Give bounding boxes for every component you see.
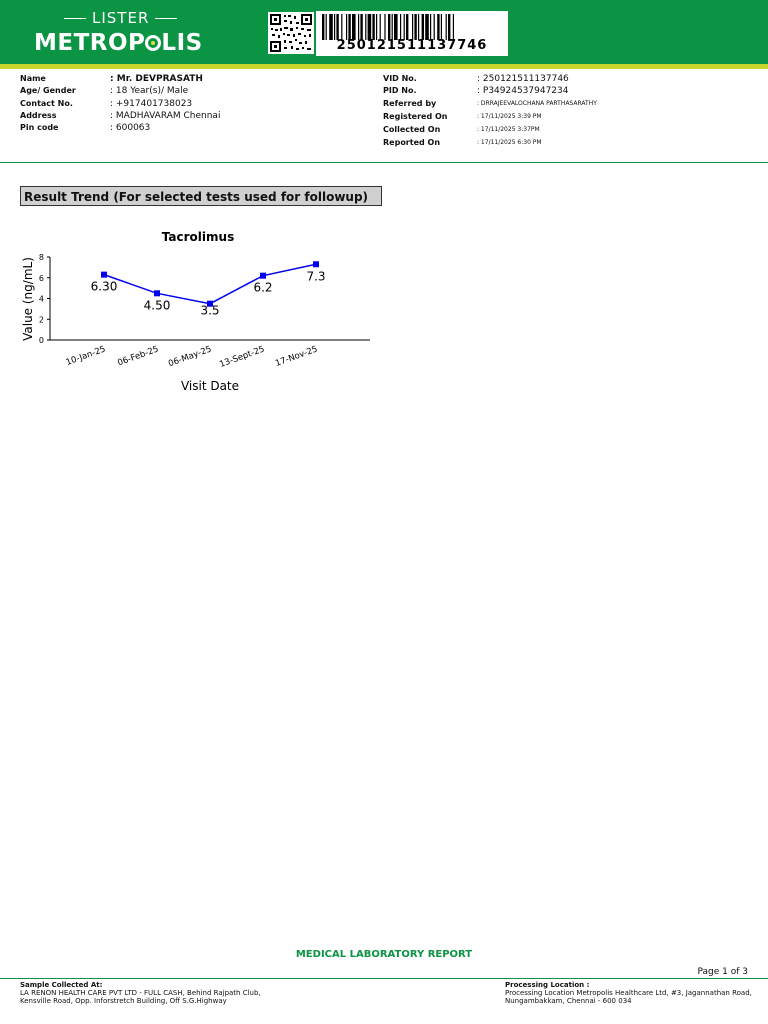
barcode-bar — [400, 14, 401, 40]
barcode-bar — [414, 14, 416, 40]
page-number: Page 1 of 3 — [697, 967, 748, 977]
barcode-bar — [404, 14, 405, 40]
pid-value: : P34924537947234 — [477, 86, 569, 97]
reported-value: : 17/11/2025 6:30 PM — [477, 138, 542, 146]
barcode-bar — [430, 14, 431, 40]
header-divider — [0, 162, 768, 163]
brand-logo — [34, 30, 203, 56]
barcode-bar — [326, 14, 327, 40]
brand-top-text: LISTER — [92, 9, 150, 27]
barcode-bar — [422, 14, 424, 40]
y-tick-label: 2 — [38, 315, 44, 325]
data-label: 6.2 — [253, 280, 273, 295]
processing-location-heading: Processing Location : — [505, 981, 590, 989]
patient-info-left — [20, 73, 360, 143]
barcode-bar — [341, 14, 342, 40]
barcode-bar — [434, 14, 435, 40]
brand-text-post: LIS — [161, 30, 203, 56]
sample-collected-heading: Sample Collected At: — [20, 981, 103, 989]
x-tick-label: 17-Nov-25 — [274, 344, 320, 369]
barcode-bar — [360, 14, 362, 40]
barcode-bar — [418, 14, 419, 40]
data-point — [101, 272, 107, 278]
chart-xlabel: Visit Date — [180, 379, 240, 393]
logo-o-icon — [145, 35, 161, 51]
y-tick-label: 8 — [38, 253, 44, 262]
name-value: : Mr. DEVPRASATH — [110, 74, 203, 84]
data-point — [154, 290, 160, 296]
registered-label: Registered On — [383, 111, 448, 121]
data-label: 4.50 — [143, 298, 171, 313]
processing-location-block — [505, 981, 755, 1005]
footer-divider — [0, 978, 768, 979]
address-value: : MADHAVARAM Chennai — [110, 110, 221, 121]
barcode-bar — [394, 14, 398, 40]
tacrolimus-trend-chart — [0, 220, 400, 400]
contact-label: Contact No. — [20, 98, 73, 108]
barcode-bar — [372, 14, 374, 40]
pid-label: PID No. — [383, 86, 417, 96]
barcode-bar — [346, 14, 347, 40]
sample-collected-block — [20, 981, 270, 1005]
barcode-bar — [368, 14, 372, 40]
barcode-bar — [437, 14, 439, 40]
barcode-bar — [388, 14, 390, 40]
contact-value: : +917401738023 — [110, 98, 193, 109]
data-point — [313, 261, 319, 267]
collected-label: Collected On — [383, 124, 441, 134]
report-title: MEDICAL LABORATORY REPORT — [295, 949, 473, 960]
barcode-bar — [425, 14, 429, 40]
data-label: 7.3 — [306, 269, 326, 284]
header-banner — [0, 0, 768, 64]
barcode-bar — [336, 14, 338, 40]
vid-value: : 250121511137746 — [477, 74, 569, 84]
barcode-number: 250121511137746 — [336, 38, 488, 53]
barcode-bar — [365, 14, 366, 40]
barcode-bar — [384, 14, 385, 40]
y-tick-label: 4 — [38, 294, 44, 304]
vid-label: VID No. — [383, 74, 417, 83]
barcode-bar — [448, 14, 450, 40]
sample-collected-text: LA RENON HEALTH CARE PVT LTD - FULL CASH, Behind Rajpath Club, Kensville Road, Opp. Inforstretch Building, Off S.G.Highway — [20, 989, 261, 1005]
data-label: 6.30 — [90, 279, 118, 294]
section-title: Result Trend (For selected tests used for followup) — [20, 186, 382, 206]
header-accent-stripe — [0, 64, 768, 69]
y-tick-label: 6 — [38, 273, 44, 283]
collected-value: : 17/11/2025 3:37PM — [477, 125, 540, 133]
x-tick-label: 06-Feb-25 — [116, 344, 161, 369]
x-tick-label: 10-Jan-25 — [64, 344, 108, 368]
brand-top — [58, 9, 198, 27]
processing-location-text: Processing Location Metropolis Healthcare Ltd, #3, Jagannathan Road, Nungambakkam, Chennai - 600 034 — [505, 989, 752, 1005]
pincode-value: : 600063 — [110, 123, 151, 134]
barcode-bar — [358, 14, 359, 40]
barcode-bar — [334, 14, 335, 40]
age-gender-label: Age/ Gender — [20, 86, 76, 96]
barcode-bar — [392, 14, 393, 40]
barcode-bar — [412, 14, 413, 40]
name-label: Name — [20, 74, 46, 83]
barcode-bar — [322, 14, 324, 40]
barcode — [316, 11, 508, 56]
barcode-bar — [329, 14, 333, 40]
chart-title: Tacrolimus — [161, 230, 235, 244]
barcode-icon — [322, 14, 502, 40]
barcode-bar — [446, 14, 447, 40]
barcode-bar — [380, 14, 381, 40]
referred-value: : DRRAJEEVALOCHANA PARTHASARATHY — [477, 99, 597, 107]
barcode-bar — [352, 14, 356, 40]
barcode-bar — [453, 14, 454, 40]
x-tick-label: 06-May-25 — [167, 344, 214, 370]
patient-info-right — [383, 73, 753, 153]
data-label: 3.5 — [200, 303, 220, 318]
barcode-bar — [441, 14, 442, 40]
series-line — [104, 264, 316, 303]
data-point — [260, 273, 266, 279]
barcode-bar — [348, 14, 350, 40]
referred-label: Referred by — [383, 98, 437, 108]
x-tick-label: 13-Sept-25 — [218, 344, 267, 370]
barcode-bar — [406, 14, 408, 40]
barcode-bar — [376, 14, 377, 40]
brand-text-pre: METROP — [34, 30, 146, 56]
address-label: Address — [20, 110, 57, 120]
y-tick-label: 0 — [38, 336, 44, 345]
reported-label: Reported On — [383, 137, 441, 147]
qr-code-icon — [268, 12, 314, 54]
pincode-label: Pin code — [20, 123, 59, 133]
registered-value: : 17/11/2025 3:39 PM — [477, 112, 542, 120]
chart-ylabel: Value (ng/mL) — [21, 257, 35, 341]
age-gender-value: : 18 Year(s)/ Male — [110, 86, 189, 97]
